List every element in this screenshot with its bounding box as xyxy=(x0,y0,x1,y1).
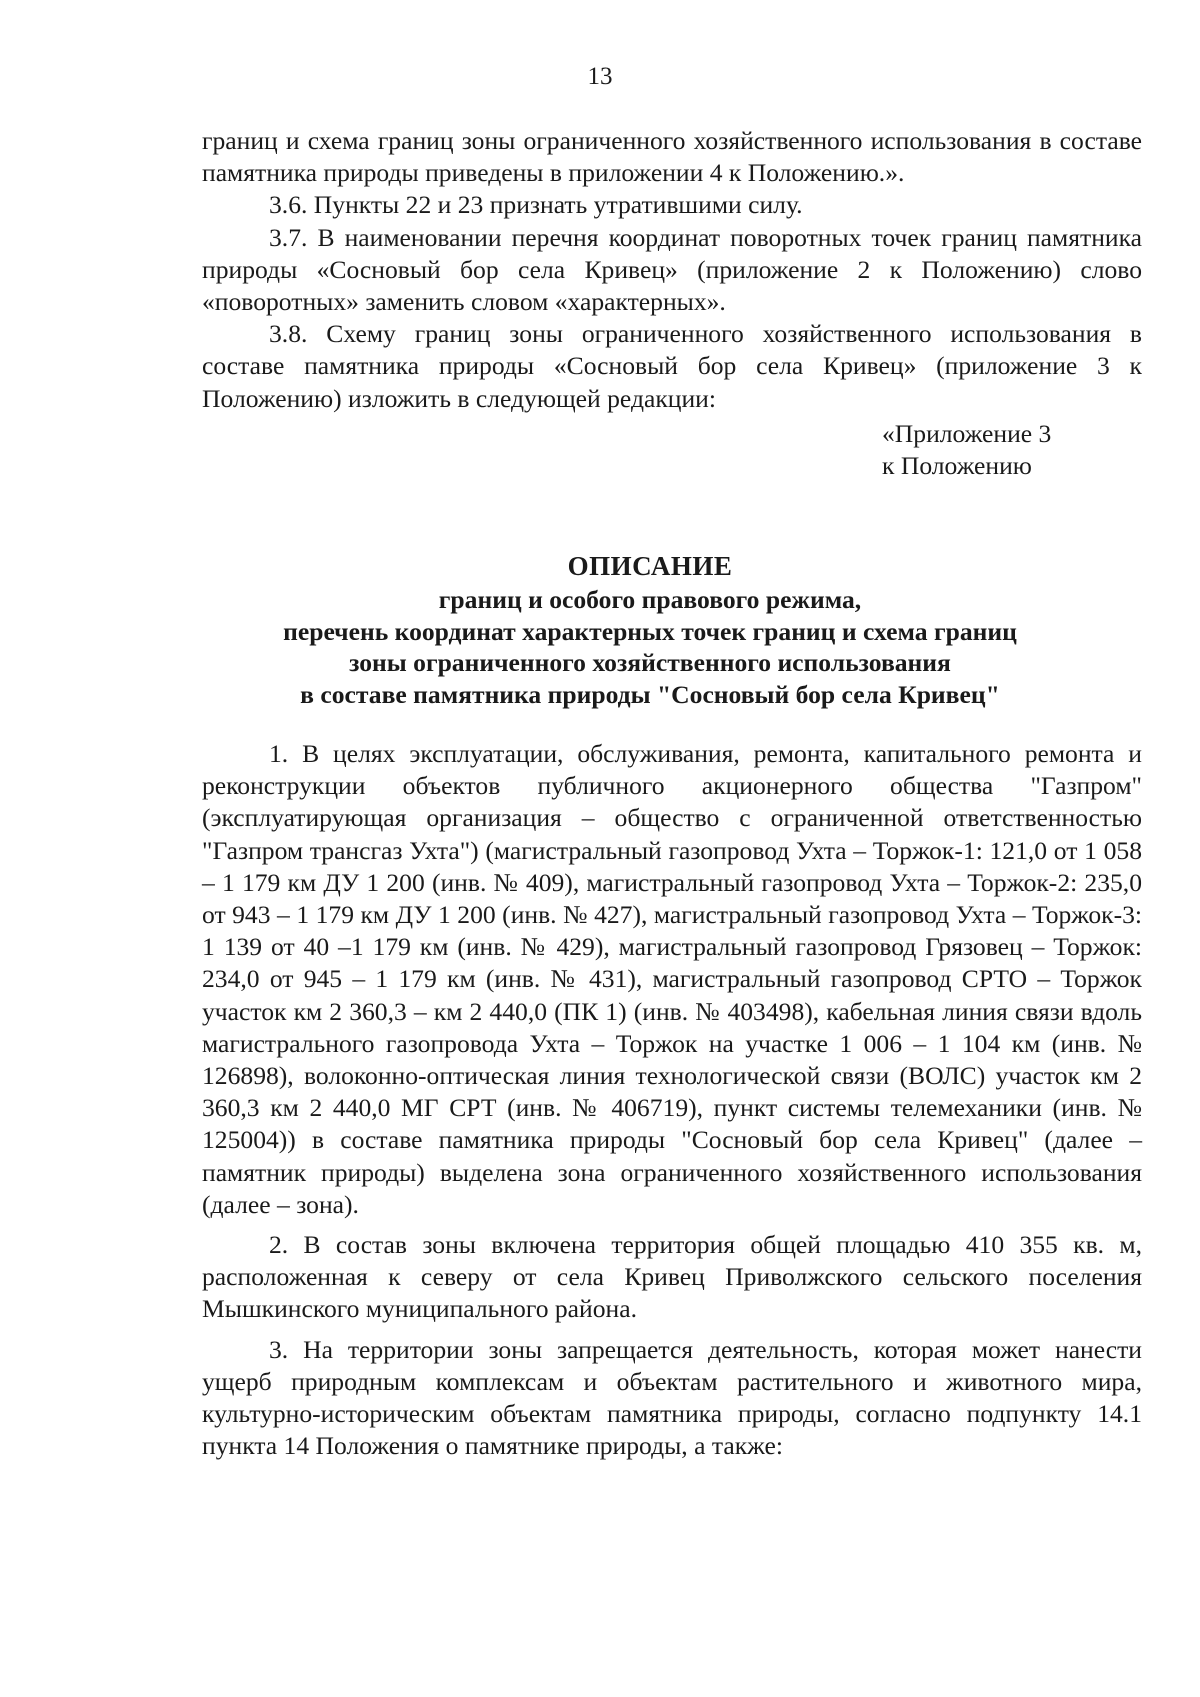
appendix-line-1: «Приложение 3 xyxy=(882,419,1052,448)
heading-line-3: зоны ограниченного хозяйственного использования xyxy=(349,648,951,677)
paragraph-3-8: 3.8. Схему границ зоны ограниченного хозяйственного использования в составе памятника природы «Сосновый бор села Кривец» (приложение 3 к Положению) изложить в следующей редакции: xyxy=(202,319,1142,413)
paragraph-1: 1. В целях эксплуатации, обслуживания, ремонта, капитального ремонта и реконструкции объектов публичного акционерного общества "Газпром" (эксплуатирующая организация – общество с ограниченной ответственностью "Газпром трансгаз Ухта") (магистральный газопровод Ухта – Торжок-1: 121,0 от 1 058 – 1 179 км ДУ 1 200 (инв. № 409), магистральный газопровод Ухта – Торжок-2: 235,0 от 943 – 1 179 км ДУ 1 200 (инв. № 427), магистральный газопровод Ухта – Торжок-3: 1 139 от 40 –1 179 км (инв. № 429), магистральный газопровод Грязовец – Торжок: 234,0 от 945 – 1 179 км (инв. № 431), магистральный газопровод СРТО – Торжок участок км 2 360,3 – км 2 440,0 (ПК 1) (инв. № 403498), кабельная линия связи вдоль магистрального газопровода Ухта – Торжок на участке 1 006 – 1 104 км (инв. № 126898), волоконно-оптическая линия технологической связи (ВОЛС) участок км 2 360,3 км 2 440,0 МГ СРТ (инв. № 406719), пункт системы телемеханики (инв. № 125004)) в составе памятника природы "Сосновый бор села Кривец" (далее – памятник природы) выделена зона ограниченного хозяйственного использования (далее – зона). xyxy=(202,739,1142,1219)
heading-line-2: перечень координат характерных точек границ и схема границ xyxy=(283,616,1017,646)
page-number: 13 xyxy=(587,63,613,90)
heading-line-1: границ и особого правового режима, xyxy=(438,585,862,614)
paragraph-continuation: границ и схема границ зоны ограниченного хозяйственного использования в составе памятника природы приведены в приложении 4 к Положению.». xyxy=(202,126,1142,188)
paragraph-2: 2. В состав зоны включена территория общей площадью 410 355 кв. м, расположенная к северу от села Кривец Приволжского сельского поселения Мышкинского муниципального района. xyxy=(202,1230,1142,1324)
heading-title: ОПИСАНИЕ xyxy=(567,551,733,581)
body-text-block xyxy=(202,738,1142,1470)
section-heading xyxy=(150,548,1150,710)
top-text-block xyxy=(202,125,1142,415)
appendix-note xyxy=(882,418,1051,482)
paragraph-3: 3. На территории зоны запрещается деятельность, которая может нанести ущерб природным комплексам и объектам растительного и животного мира, культурно-историческим объектам памятника природы, согласно подпункту 14.1 пункта 14 Положения о памятнике природы, а также: xyxy=(202,1334,1142,1461)
paragraph-3-7: 3.7. В наименовании перечня координат поворотных точек границ памятника природы «Сосновый бор села Кривец» (приложение 2 к Положению) слово «поворотных» заменить словом «характерных». xyxy=(202,222,1142,317)
paragraph-3-6: 3.6. Пункты 22 и 23 признать утратившими силу. xyxy=(269,190,803,220)
heading-line-4: в составе памятника природы "Сосновый бор села Кривец" xyxy=(300,679,1000,709)
appendix-line-2: к Положению xyxy=(882,451,1032,481)
